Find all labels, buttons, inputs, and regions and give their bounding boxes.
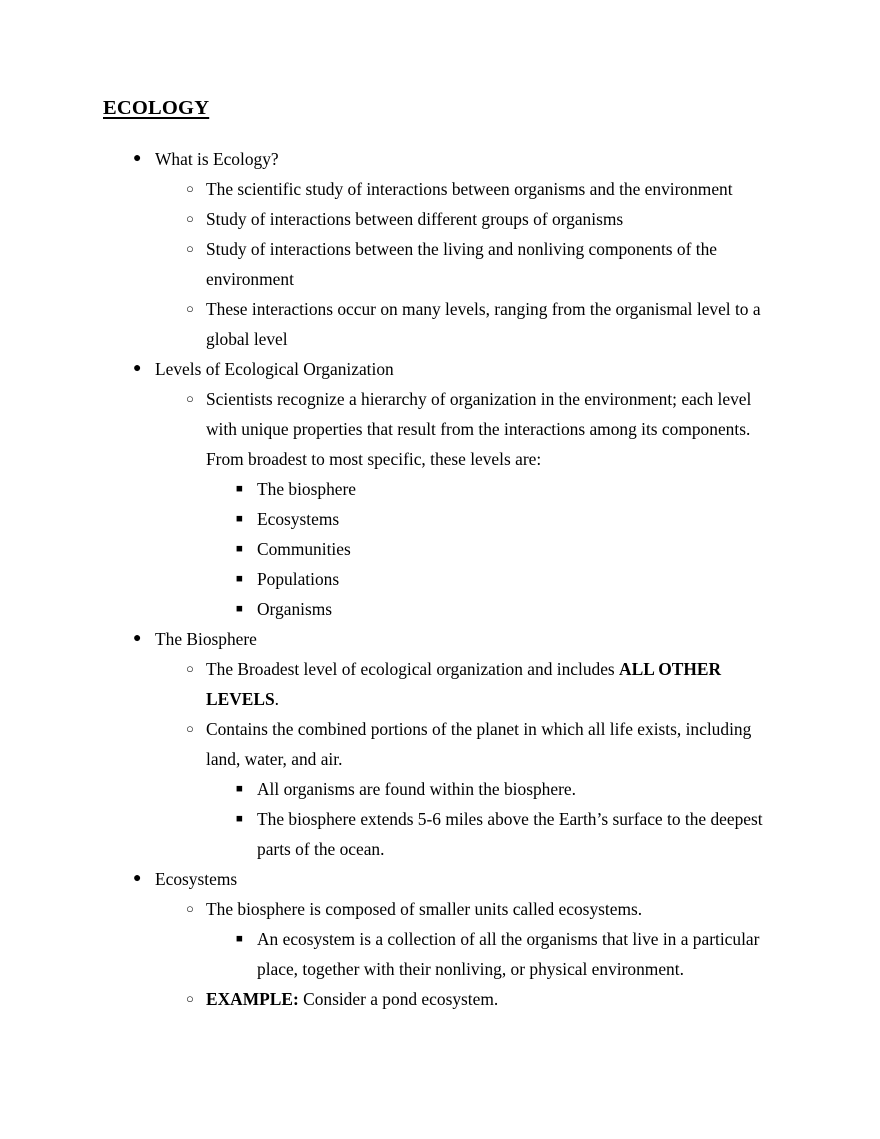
outline-list [103, 144, 770, 1014]
square-bullet-icon: ■ [236, 512, 243, 525]
circle-bullet-icon: ○ [186, 900, 194, 916]
square-bullet-icon: ■ [236, 542, 243, 555]
square-bullet-icon: ■ [236, 812, 243, 825]
page-title-row [103, 98, 770, 132]
outline-sublist-level-2 [155, 654, 770, 864]
outline-item-text [206, 654, 770, 714]
outline-item-text: Study of interactions between the living and nonliving components of the environment [206, 238, 717, 289]
outline-item-ecosystems [103, 864, 770, 1014]
square-bullet-icon: ■ [236, 602, 243, 615]
outline-item-text [206, 984, 770, 1014]
outline-item-text: The biosphere is composed of smaller units called ecosystems. [206, 898, 643, 919]
circle-bullet-icon: ○ [186, 210, 194, 226]
outline-item-biosphere-extent [206, 804, 770, 864]
outline-sublist-level-3 [206, 774, 770, 864]
outline-sublist-level-2 [155, 894, 770, 1014]
outline-item-ecosystem-definition [206, 924, 770, 984]
outline-item-text: The biosphere [257, 478, 356, 499]
outline-item-text: Scientists recognize a hierarchy of organization in the environment; each level with unique properties that result from the interactions among its components. From broadest to most specific, these levels are: [206, 388, 752, 469]
outline-sublist-level-3 [206, 924, 770, 984]
outline-item-text: Communities [257, 538, 351, 559]
outline-item-text: Ecosystems [257, 508, 340, 529]
outline-item-text: Study of interactions between different groups of organisms [206, 208, 624, 229]
circle-bullet-icon: ○ [186, 240, 194, 256]
circle-bullet-icon: ○ [186, 300, 194, 316]
square-bullet-icon: ■ [236, 932, 243, 945]
square-bullet-icon: ■ [236, 782, 243, 795]
outline-item-level-populations [206, 564, 770, 594]
outline-item-def-living-nonliving [155, 234, 770, 294]
outline-item-text: The Biosphere [155, 628, 257, 649]
circle-bullet-icon: ○ [186, 720, 194, 736]
outline-item-text: Organisms [257, 598, 333, 619]
outline-item-hierarchy-intro [155, 384, 770, 624]
outline-item-levels-of-ecological-organization [103, 354, 770, 624]
outline-item-def-levels-range [155, 294, 770, 354]
circle-bullet-icon: ○ [186, 990, 194, 1006]
body-text: The Broadest level of ecological organization and includes [206, 658, 620, 679]
outline-item-what-is-ecology [103, 144, 770, 354]
circle-bullet-icon: ○ [186, 180, 194, 196]
outline-item-level-biosphere [206, 474, 770, 504]
outline-item-level-communities [206, 534, 770, 564]
outline-sublist-level-3 [206, 474, 770, 624]
disc-bullet-icon: ● [133, 630, 142, 646]
outline-item-text: What is Ecology? [155, 148, 279, 169]
body-text: Consider a pond ecosystem. [298, 988, 499, 1009]
outline-item-text: All organisms are found within the biosphere. [257, 778, 576, 799]
page-title: ECOLOGY [103, 97, 210, 119]
outline-item-ecosystems-example [155, 984, 770, 1014]
outline-sublist-level-2 [155, 174, 770, 354]
square-bullet-icon: ■ [236, 482, 243, 495]
outline-sublist-level-2 [155, 384, 770, 624]
outline-item-ecosystems-smaller-units [155, 894, 770, 984]
emphasis-text: ALL OTHER LEVELS [206, 658, 722, 709]
outline-item-def-groups-of-organisms [155, 204, 770, 234]
outline-item-text: These interactions occur on many levels, ranging from the organismal level to a global level [206, 298, 761, 349]
outline-item-biosphere-broadest [155, 654, 770, 714]
outline-item-level-organisms [206, 594, 770, 624]
disc-bullet-icon: ● [133, 870, 142, 886]
outline-item-text: Levels of Ecological Organization [155, 358, 394, 379]
emphasis-text: EXAMPLE: [206, 988, 299, 1009]
outline-item-biosphere-contains [155, 714, 770, 864]
outline-item-the-biosphere [103, 624, 770, 864]
outline-item-biosphere-all-organisms [206, 774, 770, 804]
outline-item-def-scientific-study [155, 174, 770, 204]
circle-bullet-icon: ○ [186, 390, 194, 406]
body-text: . [274, 688, 279, 709]
circle-bullet-icon: ○ [186, 660, 194, 676]
outline-item-text: The biosphere extends 5-6 miles above the Earth’s surface to the deepest parts of the ocean. [257, 808, 763, 859]
outline-item-text: The scientific study of interactions between organisms and the environment [206, 178, 733, 199]
disc-bullet-icon: ● [133, 150, 142, 166]
outline-item-level-ecosystems [206, 504, 770, 534]
outline-item-text: Contains the combined portions of the planet in which all life exists, including land, water, and air. [206, 718, 752, 769]
square-bullet-icon: ■ [236, 572, 243, 585]
disc-bullet-icon: ● [133, 360, 142, 376]
outline-item-text: Populations [257, 568, 340, 589]
outline-item-text: Ecosystems [155, 868, 238, 889]
outline-item-text: An ecosystem is a collection of all the organisms that live in a particular place, together with their nonliving, or physical environment. [257, 928, 760, 979]
